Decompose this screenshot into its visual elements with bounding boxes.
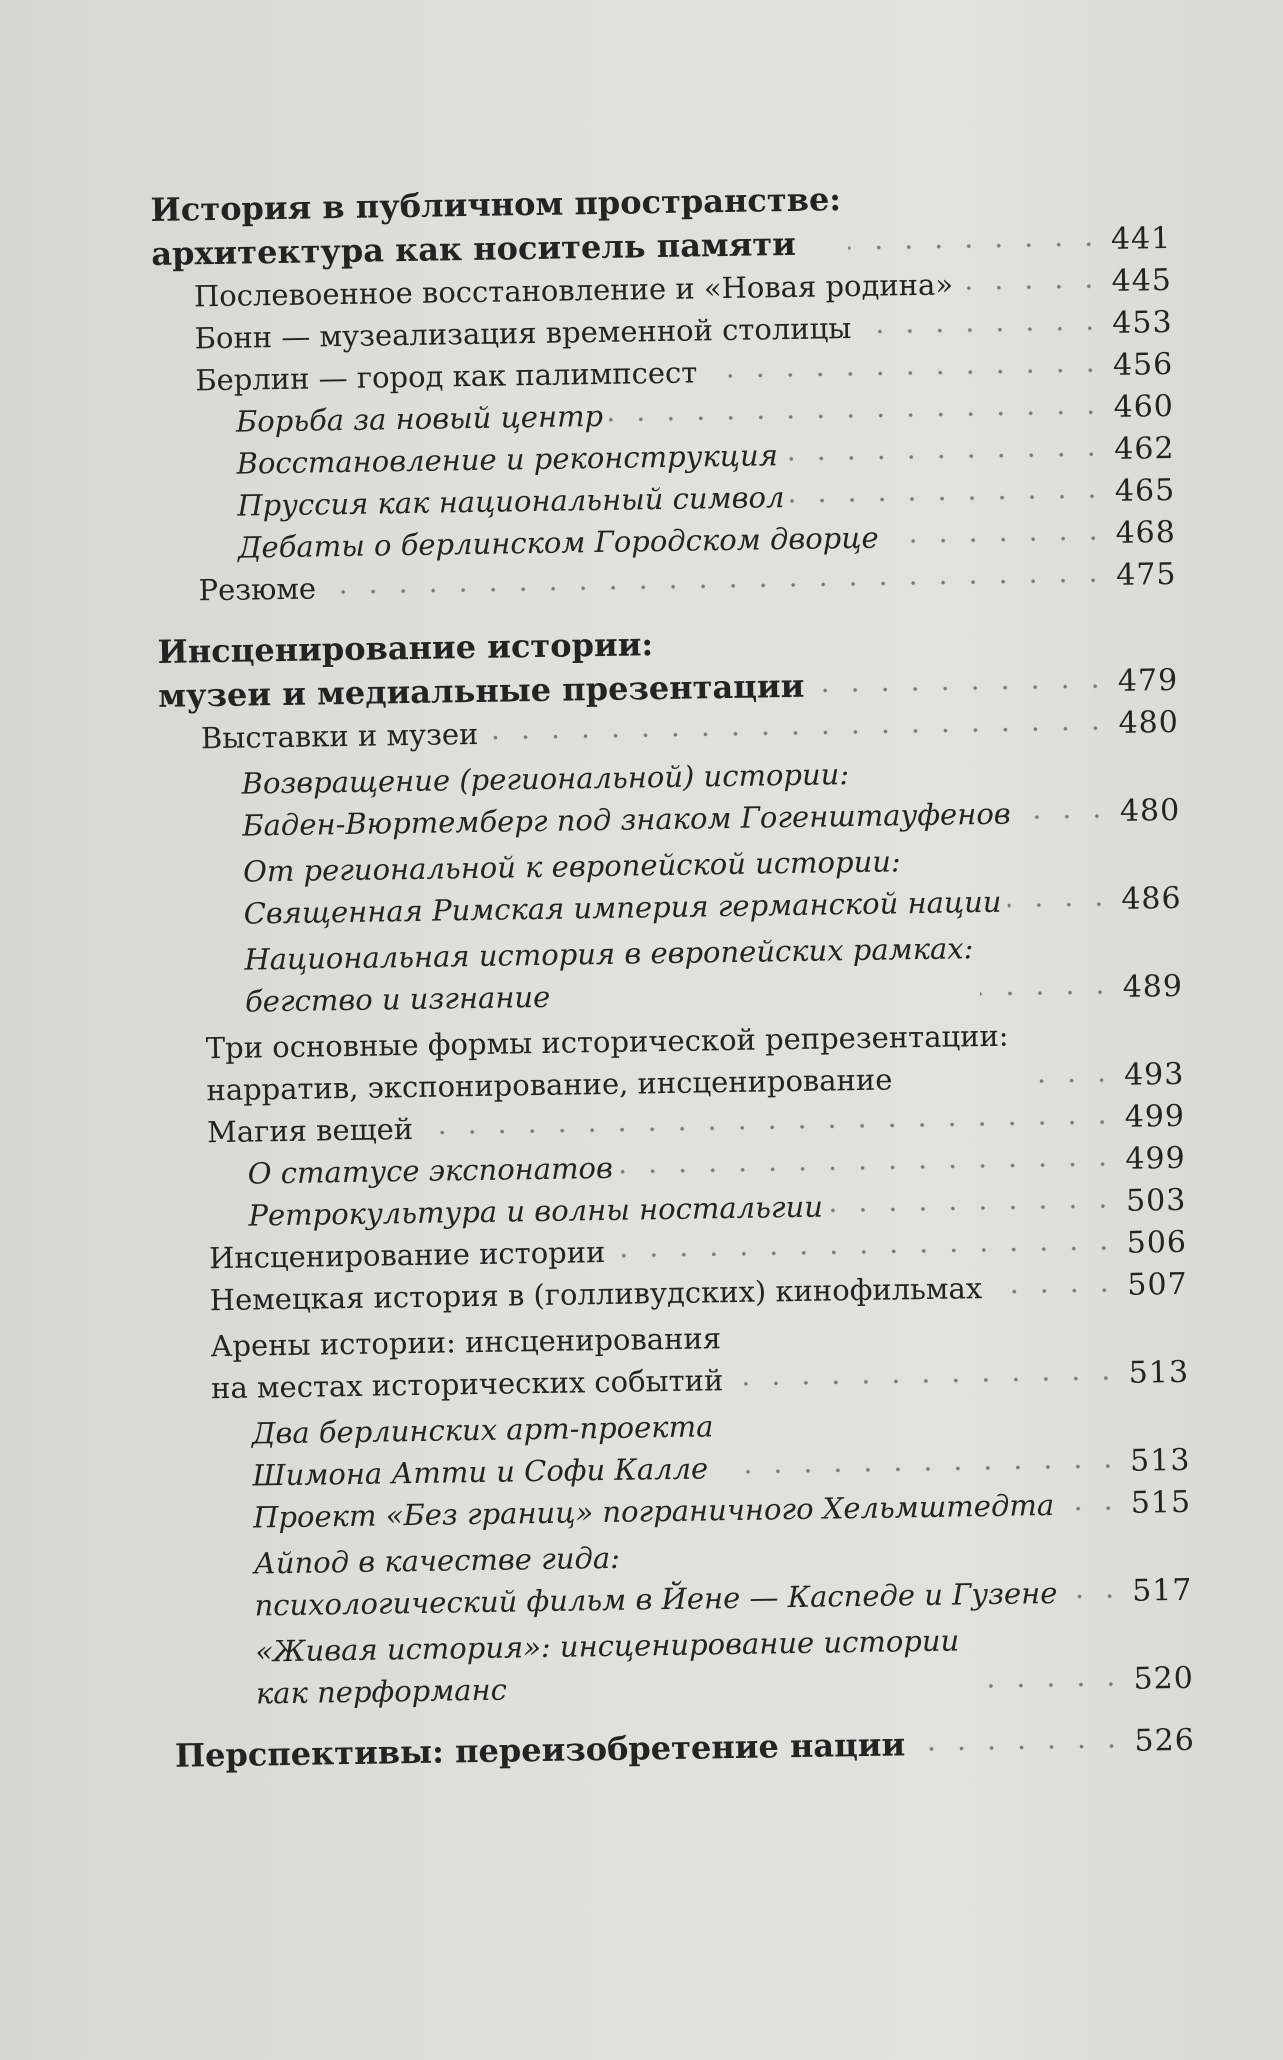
toc-page-number: 513	[1128, 1354, 1190, 1391]
toc-entry-title: Перспективы: переизобретение нации	[174, 1725, 906, 1775]
toc-page-number: 526	[1134, 1722, 1196, 1759]
toc-entry-title: Резюме	[198, 571, 317, 608]
dot-leader	[611, 1243, 1119, 1261]
toc-entry-title: Дебаты о берлинском Городском дворце	[237, 520, 879, 565]
toc-entry-title: Айпод в качестве гида: психологический фильм в Йене — Каспеде и Гузене	[253, 1540, 1058, 1623]
toc-entry-title: Бонн — музеализация временной столицы	[194, 311, 852, 356]
toc-entry-title: О статусе экспонатов	[247, 1150, 614, 1191]
toc-page-number: 441	[1110, 220, 1172, 257]
toc-page-number: 515	[1130, 1484, 1192, 1521]
toc-page-number: 520	[1133, 1660, 1195, 1697]
toc-entry	[161, 836, 1182, 936]
toc-entry	[163, 1012, 1184, 1112]
toc-page-number: 456	[1112, 346, 1174, 383]
toc-entry-title: Пруссия как национальный символ	[237, 480, 785, 523]
dot-leader	[1017, 811, 1113, 823]
dot-leader	[703, 365, 1105, 381]
dot-leader	[848, 239, 1104, 253]
toc-entry-title: Послевоенное восстановление и «Новая родина»	[193, 267, 954, 314]
toc-page-number: 513	[1129, 1442, 1191, 1479]
dot-leader	[609, 407, 1106, 425]
toc-entry	[173, 1616, 1194, 1716]
toc-entry	[170, 1398, 1191, 1498]
dot-leader	[810, 681, 1110, 696]
dot-leader	[829, 1201, 1119, 1216]
toc-page-number: 460	[1113, 388, 1175, 425]
toc-page-number: 506	[1126, 1224, 1188, 1261]
toc-page-number: 517	[1131, 1572, 1193, 1609]
toc-entry	[159, 748, 1180, 848]
toc-entry-title: Инсценирование истории: музеи и медиальные презентации	[157, 625, 805, 715]
toc-entry-title: Проект «Без границ» пограничного Хельмштедта	[252, 1487, 1055, 1535]
dot-leader	[1007, 899, 1113, 911]
dot-leader	[980, 987, 1115, 999]
toc-entry-title: Возвращение (региональной) истории: Баден-Вюртемберг под знаком Гогенштауфенов	[241, 757, 1011, 843]
toc-page-number: 486	[1121, 880, 1182, 917]
dot-leader	[1015, 1075, 1116, 1087]
dot-leader	[322, 575, 1109, 597]
table-of-contents	[150, 154, 1195, 1778]
toc-entry-title: Немецкая история в (голливудских) кинофильмах	[209, 1271, 983, 1318]
dot-leader	[857, 323, 1104, 337]
toc-entry	[162, 924, 1183, 1024]
toc-page-number: 475	[1115, 556, 1177, 593]
dot-leader	[966, 1679, 1126, 1692]
toc-entry-title: Выставки и музеи	[200, 716, 479, 756]
toc-page-number: 465	[1114, 472, 1176, 509]
dot-leader	[729, 1373, 1121, 1389]
toc-page-number: 445	[1111, 262, 1173, 299]
toc-page-number: 503	[1125, 1182, 1187, 1219]
dot-leader	[619, 1159, 1118, 1177]
dot-leader	[959, 281, 1104, 293]
dot-leader	[790, 491, 1107, 506]
toc-entry-title: Ретрокультура и волны ностальгии	[248, 1189, 824, 1233]
dot-leader	[885, 533, 1108, 547]
toc-entry-title: От региональной к европейской истории: Священная Римская империя германской нации	[242, 844, 1002, 931]
toc-entry	[150, 172, 1171, 276]
toc-entry-title: Арены истории: инсценирования на местах исторических событий	[210, 1321, 724, 1406]
toc-page-number: 499	[1124, 1098, 1186, 1135]
toc-page-number: 480	[1118, 704, 1180, 741]
dot-leader	[784, 449, 1107, 464]
toc-page-number: 499	[1125, 1140, 1186, 1177]
toc-entry	[157, 614, 1178, 718]
toc-page-number: 489	[1122, 968, 1184, 1005]
toc-page-number: 493	[1123, 1056, 1185, 1093]
toc-entry-title: Берлин — город как палимпсест	[195, 355, 698, 398]
dot-leader	[988, 1285, 1120, 1297]
toc-page-number: 453	[1111, 304, 1173, 341]
toc-page-number: 468	[1115, 514, 1177, 551]
toc-entry	[172, 1528, 1193, 1628]
toc-page-number: 479	[1117, 662, 1179, 699]
toc-entry-title: Инсценирование истории	[208, 1234, 606, 1276]
dot-leader	[1063, 1591, 1124, 1602]
toc-page-number: 462	[1113, 430, 1175, 467]
toc-entry-title: Борьба за новый центр	[235, 398, 604, 439]
toc-entry-title: Национальная история в европейских рамках: бегство и изгнание	[244, 931, 974, 1019]
dot-leader	[484, 723, 1111, 743]
toc-entry-title: Восстановление и реконструкция	[236, 438, 779, 481]
toc-page-number: 480	[1119, 792, 1181, 829]
dot-leader	[720, 1461, 1123, 1477]
dot-leader	[419, 1117, 1117, 1138]
dot-leader	[911, 1741, 1127, 1754]
toc-page-number: 507	[1127, 1266, 1188, 1303]
toc-entry	[168, 1310, 1189, 1410]
toc-entry-title: Два берлинских арт-проекта Шимона Атти и Софи Калле	[251, 1409, 714, 1493]
dot-leader	[1060, 1503, 1123, 1514]
toc-entry-title: История в публичном пространстве: архитектура как носитель памяти	[150, 180, 842, 273]
toc-entry-title: Три основные формы исторической репрезентации: нарратив, экспонирование, инсценирование	[205, 1018, 1009, 1108]
toc-entry-title: Магия вещей	[206, 1111, 414, 1150]
toc-entry-title: «Живая история»: инсценирование истории как перформанс	[255, 1623, 960, 1711]
